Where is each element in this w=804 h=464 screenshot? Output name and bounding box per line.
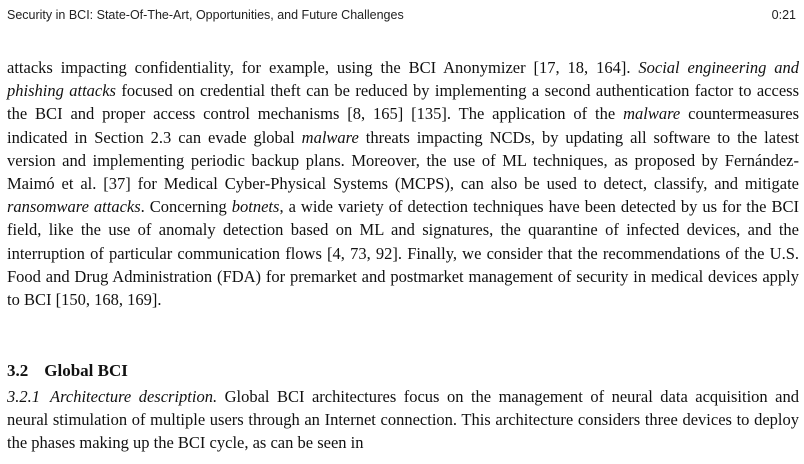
emphasis-ransomware: ransomware attacks: [7, 197, 141, 217]
subsection-text: Global BCI architectures focus on the management of neural data acquisition and neural stimulation of multiple users through an Internet connection. This architecture considers three devices to deploy the phases making up the BCI cycle, as can be seen in: [7, 387, 799, 453]
section-number: 3.2: [7, 361, 29, 380]
running-title: Security in BCI: State-Of-The-Art, Opportunities, and Future Challenges: [7, 8, 404, 22]
subsection-paragraph: [7, 385, 799, 455]
emphasis-malware: malware: [301, 127, 359, 147]
emphasis-botnets: botnets: [231, 197, 280, 217]
paragraph-text: countermeasures indicated in Section 2.3 can evade global: [7, 104, 799, 147]
emphasis-social-engineering: Social engineering and phishing attacks: [7, 58, 800, 101]
subsection-number: 3.2.1: [7, 387, 40, 406]
paragraph-text: . Concerning: [140, 197, 232, 217]
page-number: 0:21: [771, 8, 796, 22]
emphasis-malware: malware: [623, 104, 681, 124]
paragraph-text: attacks impacting confidentiality, for example, using the BCI Anonymizer [17, 18, 164].: [7, 58, 639, 77]
running-header: [7, 5, 796, 25]
section-heading: [7, 361, 128, 381]
body-paragraph: [7, 56, 799, 311]
paragraph-text: focused on credential theft can be reduced by implementing a second authentication factor to access the BCI and proper access control mechanisms [8, 165] [135]. The application of the: [7, 81, 799, 124]
subsection-title: Architecture description.: [50, 387, 218, 406]
section-title: Global BCI: [44, 361, 128, 380]
paragraph-text: , a wide variety of detection techniques have been detected by us for the BCI field, like the use of anomaly detection based on ML and signatures, the quarantine of infected devices, and the interruption of particular communication flows [4, 73, 92]. Finally, we consider that the recommendations of the U.S. Food and Drug Administration (FDA) for premarket and postmarket management of security in medical devices apply to BCI [150, 168, 169].: [7, 197, 799, 310]
paragraph-text: threats impacting NCDs, by updating all software to the latest version and implementing periodic backup plans. Moreover, the use of ML techniques, as proposed by Fernández-Maimó et al. [37] for Medical Cyber-Physical Systems (MCPS), can also be used to detect, classify, and mitigate: [7, 127, 799, 194]
